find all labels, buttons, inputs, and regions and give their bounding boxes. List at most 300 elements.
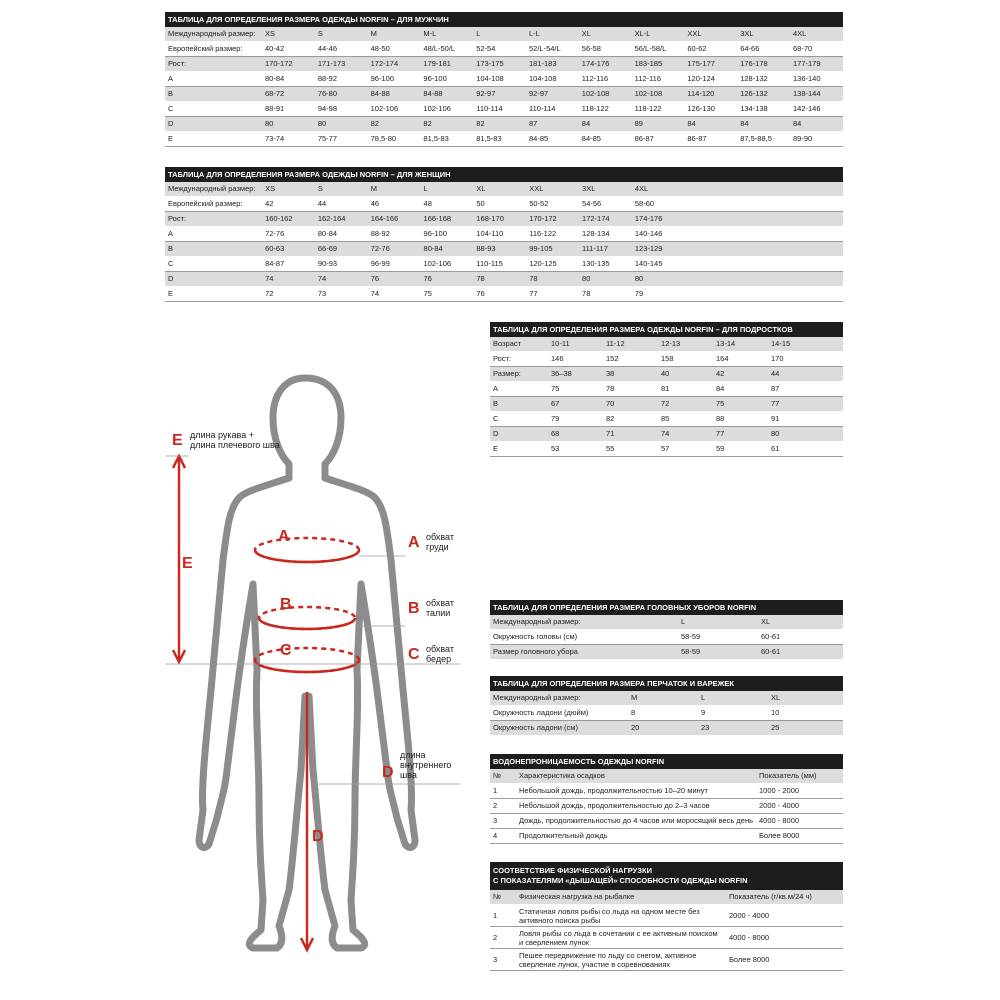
table-row [165, 182, 843, 197]
table-cell: 92-97 [526, 87, 579, 102]
table-cell: 136-140 [790, 72, 843, 87]
table-cell: 96-100 [368, 72, 421, 87]
table-cell: 13-14 [713, 337, 768, 352]
table-cell: 110-114 [526, 102, 579, 117]
table-cell: 56/L-58/L [632, 42, 685, 57]
table-row [490, 352, 843, 367]
table-cell: 67 [548, 397, 603, 412]
table-filler [685, 197, 843, 212]
table-cell: XL-L [632, 27, 685, 42]
table-cell: 171-173 [315, 57, 368, 72]
breathability-table [490, 862, 843, 971]
table-filler [823, 397, 843, 412]
table-cell: 40 [658, 367, 713, 382]
table-cell: 85 [658, 412, 713, 427]
table-cell: 66-69 [315, 242, 368, 257]
table-cell: 82 [420, 117, 473, 132]
table-cell: 87 [526, 117, 579, 132]
table-cell: 79 [548, 412, 603, 427]
row-label: Европейский размер: [165, 197, 262, 212]
table-cell: 130-135 [579, 257, 632, 272]
table-cell: XL [473, 182, 526, 197]
table-cell: 134-138 [737, 102, 790, 117]
table-row [490, 691, 843, 706]
table-cell: 75 [421, 287, 474, 302]
row-label: Размер: [490, 367, 548, 382]
table-cell: 48/L-50/L [420, 42, 473, 57]
table-filler [823, 352, 843, 367]
letter-e-label: E [172, 432, 183, 449]
table-cell: 110-115 [473, 257, 526, 272]
table-cell: 87,5-88,5 [737, 132, 790, 147]
table-cell: 84-88 [420, 87, 473, 102]
table-cell: 111-117 [579, 242, 632, 257]
table-cell: 102-106 [421, 257, 474, 272]
table-cell: 126-132 [737, 87, 790, 102]
table-cell: 68-70 [790, 42, 843, 57]
table-cell: 20 [628, 721, 698, 736]
table-cell: 56-58 [579, 42, 632, 57]
table-cell: 82 [368, 117, 421, 132]
men-size-table [165, 12, 843, 147]
row-label: A [165, 72, 262, 87]
row-label: D [490, 427, 548, 442]
table-cell: 80 [768, 427, 823, 442]
table-row [490, 814, 843, 829]
table-cell: 81,5-83 [420, 132, 473, 147]
table-cell: XXL [684, 27, 737, 42]
row-label: Международный размер: [165, 182, 262, 197]
table-cell: 138-144 [790, 87, 843, 102]
table-cell: 80-84 [315, 227, 368, 242]
row-label: D [165, 117, 262, 132]
table-cell: 140-146 [632, 227, 685, 242]
table-cell: 78 [579, 287, 632, 302]
table-row [490, 382, 843, 397]
table-filler [823, 382, 843, 397]
table-cell: 142-146 [790, 102, 843, 117]
table-cell: 112-116 [579, 72, 632, 87]
table-cell: 4000 - 8000 [726, 927, 843, 949]
table-cell: L [678, 615, 758, 630]
table-row [165, 117, 843, 132]
table-cell: 170-172 [262, 57, 315, 72]
label-b-text [426, 598, 454, 618]
table-cell: 162-164 [315, 212, 368, 227]
table-cell: 2 [490, 927, 516, 949]
table-cell: 77 [526, 287, 579, 302]
table-cell: 102-108 [632, 87, 685, 102]
row-label: Размер головного убора [490, 645, 678, 660]
gloves-table-title: ТАБЛИЦА ДЛЯ ОПРЕДЕЛЕНИЯ РАЗМЕРА ПЕРЧАТОК И ВАРЕЖЕК [490, 676, 843, 691]
table-cell: 174-176 [632, 212, 685, 227]
table-filler [823, 412, 843, 427]
breathability-title-line-2: С ПОКАЗАТЕЛЯМИ «ДЫШАЩЕЙ» СПОСОБНОСТИ ОДЕЖДЫ NORFIN [493, 876, 748, 885]
letter-d-axis: D [312, 828, 324, 845]
table-cell: 3 [490, 949, 516, 971]
table-row [490, 337, 843, 352]
table-cell: 80-84 [421, 242, 474, 257]
table-cell: M [368, 27, 421, 42]
row-label: B [490, 397, 548, 412]
row-label: B [165, 242, 262, 257]
table-cell: Дождь, продолжительностью до 4 часов или моросящий весь день [516, 814, 756, 829]
row-label: C [165, 102, 262, 117]
table-cell: 84 [737, 117, 790, 132]
letter-c-outer: C [408, 646, 420, 663]
table-cell: 164 [713, 352, 768, 367]
letter-e-axis: E [182, 555, 193, 572]
table-row [490, 442, 843, 457]
table-cell: XS [262, 182, 315, 197]
table-row [165, 72, 843, 87]
row-label: Международный размер: [490, 691, 628, 706]
row-label: B [165, 87, 262, 102]
table-cell: 81,5-83 [473, 132, 526, 147]
table-cell: 4 [490, 829, 516, 844]
table-cell: 72-76 [262, 227, 315, 242]
table-cell: 52/L-54/L [526, 42, 579, 57]
table-cell: 120-125 [526, 257, 579, 272]
row-label: Возраст [490, 337, 548, 352]
table-cell: 60-62 [684, 42, 737, 57]
table-cell: 90-93 [315, 257, 368, 272]
table-cell: 172-174 [368, 57, 421, 72]
table-cell: 53 [548, 442, 603, 457]
table-cell: 36–38 [548, 367, 603, 382]
table-cell: 84 [579, 117, 632, 132]
table-row [490, 412, 843, 427]
table-row [165, 27, 843, 42]
table-row [490, 645, 843, 660]
table-row [165, 257, 843, 272]
table-cell: 70 [603, 397, 658, 412]
table-cell: 12-13 [658, 337, 713, 352]
table-cell: 128-134 [579, 227, 632, 242]
table-cell: 8 [628, 706, 698, 721]
row-label: Окружность ладони (дюйм) [490, 706, 628, 721]
table-cell: 68-72 [262, 87, 315, 102]
table-cell: 10 [768, 706, 843, 721]
label-e-line-1: длина рукава + [190, 430, 254, 440]
table-cell: 104-108 [526, 72, 579, 87]
table-row [165, 212, 843, 227]
table-cell: 110-114 [473, 102, 526, 117]
women-size-table [165, 167, 843, 302]
table-filler [685, 182, 843, 197]
table-cell: 79 [632, 287, 685, 302]
table-cell: 160-162 [262, 212, 315, 227]
table-cell: 172-174 [579, 212, 632, 227]
table-cell: 158 [658, 352, 713, 367]
table-cell: 123-129 [632, 242, 685, 257]
label-d-text [400, 750, 451, 780]
table-cell: S [315, 27, 368, 42]
letter-b-outer: B [408, 600, 420, 617]
table-row [165, 57, 843, 72]
table-cell: Ловля рыбы со льда в сочетании с ее активным поиском и сверлением лунок [516, 927, 726, 949]
table-cell: 80 [632, 272, 685, 287]
row-label: Европейский размер: [165, 42, 262, 57]
table-row [490, 905, 843, 927]
table-filler [685, 212, 843, 227]
label-a-line-2: груди [426, 542, 449, 552]
table-cell: Статичная ловля рыбы со льда на одном месте без активного поиска рыбы [516, 905, 726, 927]
table-cell: 50 [473, 197, 526, 212]
table-cell: 114-120 [684, 87, 737, 102]
table-cell: 2 [490, 799, 516, 814]
table-cell: 44-46 [315, 42, 368, 57]
table-cell: 11-12 [603, 337, 658, 352]
table-filler [685, 227, 843, 242]
teens-table-title: ТАБЛИЦА ДЛЯ ОПРЕДЕЛЕНИЯ РАЗМЕРА ОДЕЖДЫ NORFIN – ДЛЯ ПОДРОСТКОВ [490, 322, 843, 337]
table-cell: 80 [315, 117, 368, 132]
row-label: Окружность головы (см) [490, 630, 678, 645]
table-cell: 64-66 [737, 42, 790, 57]
teens-size-table [490, 322, 843, 457]
column-header: Показатель (г/кв.м/24 ч) [726, 890, 843, 905]
table-header-row [490, 890, 843, 905]
table-cell: 42 [262, 197, 315, 212]
table-row [490, 784, 843, 799]
table-cell: 102-106 [420, 102, 473, 117]
table-cell: 78,5-80 [368, 132, 421, 147]
table-cell: 75 [713, 397, 768, 412]
table-cell: 60-61 [758, 645, 843, 660]
table-cell: 60-63 [262, 242, 315, 257]
women-table-title: ТАБЛИЦА ДЛЯ ОПРЕДЕЛЕНИЯ РАЗМЕРА ОДЕЖДЫ NORFIN – ДЛЯ ЖЕНЩИН [165, 167, 843, 182]
table-cell: 84-85 [526, 132, 579, 147]
row-label: Рост: [165, 57, 262, 72]
table-cell: L [698, 691, 768, 706]
table-cell: 104-108 [473, 72, 526, 87]
table-cell: 183-185 [632, 57, 685, 72]
table-cell: 175-177 [684, 57, 737, 72]
measurement-rings [173, 456, 359, 950]
table-cell: 116-122 [526, 227, 579, 242]
table-cell: 89-90 [790, 132, 843, 147]
row-label: Международный размер: [490, 615, 678, 630]
table-cell: 78 [526, 272, 579, 287]
table-cell: 54-56 [579, 197, 632, 212]
table-row [490, 829, 843, 844]
table-cell: 73-74 [262, 132, 315, 147]
table-cell: 96-99 [368, 257, 421, 272]
table-cell: L [473, 27, 526, 42]
table-cell: 58-59 [678, 630, 758, 645]
table-cell: 170-172 [526, 212, 579, 227]
table-cell: 96-100 [421, 227, 474, 242]
row-label: C [490, 412, 548, 427]
letter-a-inner: A [278, 528, 290, 545]
table-cell: 76 [368, 272, 421, 287]
table-cell: M [628, 691, 698, 706]
table-cell: 3XL [737, 27, 790, 42]
table-cell: 46 [368, 197, 421, 212]
table-row [165, 42, 843, 57]
table-cell: 55 [603, 442, 658, 457]
table-cell: 61 [768, 442, 823, 457]
table-cell: 10-11 [548, 337, 603, 352]
table-cell: 177-179 [790, 57, 843, 72]
table-cell: 140-145 [632, 257, 685, 272]
table-cell: 76 [421, 272, 474, 287]
table-cell: 80 [262, 117, 315, 132]
table-cell: 104-110 [473, 227, 526, 242]
label-d-line-2: внутреннего [400, 760, 452, 770]
letter-a-outer: A [408, 534, 420, 551]
row-label: Окружность ладони (см) [490, 721, 628, 736]
table-cell: 96-100 [420, 72, 473, 87]
table-cell: 4XL [632, 182, 685, 197]
table-cell: 23 [698, 721, 768, 736]
row-label: E [165, 287, 262, 302]
row-label: A [165, 227, 262, 242]
table-cell: 58-59 [678, 645, 758, 660]
table-cell: 2000 - 4000 [726, 905, 843, 927]
row-label: Международный размер: [165, 27, 262, 42]
table-cell: 52-54 [473, 42, 526, 57]
table-row [165, 132, 843, 147]
table-cell: XS [262, 27, 315, 42]
table-cell: 86-87 [632, 132, 685, 147]
table-cell: 1 [490, 905, 516, 927]
table-cell: 88 [713, 412, 768, 427]
table-cell: 102-108 [579, 87, 632, 102]
body-measurement-figure [165, 370, 485, 970]
row-label: D [165, 272, 262, 287]
table-cell: 82 [603, 412, 658, 427]
table-filler [685, 242, 843, 257]
table-cell: 92-97 [473, 87, 526, 102]
table-cell: 81 [658, 382, 713, 397]
table-cell: 120-124 [684, 72, 737, 87]
table-cell: 72 [262, 287, 315, 302]
table-cell: 72 [658, 397, 713, 412]
table-cell: 102-106 [368, 102, 421, 117]
table-filler [823, 367, 843, 382]
table-cell: 173-175 [473, 57, 526, 72]
table-cell: Более 8000 [756, 829, 843, 844]
table-cell: 181-183 [526, 57, 579, 72]
column-header: № [490, 890, 516, 905]
table-filler [685, 272, 843, 287]
label-c-line-2: бедер [426, 654, 452, 664]
table-cell: 78 [473, 272, 526, 287]
table-cell: 146 [548, 352, 603, 367]
table-cell: 80-84 [262, 72, 315, 87]
letter-b-inner: B [280, 596, 292, 613]
letter-c-inner: C [280, 642, 292, 659]
table-cell: 74 [315, 272, 368, 287]
column-header: Показатель (мм) [756, 769, 843, 784]
table-row [490, 799, 843, 814]
table-row [490, 949, 843, 971]
column-header: № [490, 769, 516, 784]
table-cell: 164-166 [368, 212, 421, 227]
table-cell: S [315, 182, 368, 197]
table-row [165, 197, 843, 212]
table-cell: 78 [603, 382, 658, 397]
table-row [490, 721, 843, 736]
label-a-text [426, 532, 454, 552]
table-cell: XL [758, 615, 843, 630]
label-e-text [190, 430, 280, 450]
table-cell: 84 [790, 117, 843, 132]
table-cell: 4XL [790, 27, 843, 42]
row-label: E [165, 132, 262, 147]
table-cell: 128-132 [737, 72, 790, 87]
table-cell: 174-176 [579, 57, 632, 72]
headwear-size-table [490, 600, 843, 660]
men-table-title: ТАБЛИЦА ДЛЯ ОПРЕДЕЛЕНИЯ РАЗМЕРА ОДЕЖДЫ NORFIN – ДЛЯ МУЖЧИН [165, 12, 843, 27]
table-cell: 9 [698, 706, 768, 721]
row-label: E [490, 442, 548, 457]
table-cell: 44 [768, 367, 823, 382]
table-cell: 68 [548, 427, 603, 442]
table-header-row [490, 769, 843, 784]
table-cell: 74 [262, 272, 315, 287]
table-cell: 40-42 [262, 42, 315, 57]
table-cell: 88-93 [473, 242, 526, 257]
table-cell: 42 [713, 367, 768, 382]
table-cell: 50-52 [526, 197, 579, 212]
table-cell: 176-178 [737, 57, 790, 72]
row-label: C [165, 257, 262, 272]
breathability-table-title [490, 862, 843, 890]
table-cell: 77 [768, 397, 823, 412]
table-cell: 3 [490, 814, 516, 829]
label-c-text [426, 644, 454, 664]
table-cell: 57 [658, 442, 713, 457]
table-row [490, 397, 843, 412]
table-row [490, 706, 843, 721]
table-cell: 82 [473, 117, 526, 132]
table-cell: 118-122 [579, 102, 632, 117]
table-cell: 84-87 [262, 257, 315, 272]
label-b-line-2: талии [426, 608, 451, 618]
table-cell: 91 [768, 412, 823, 427]
table-cell: 118-122 [632, 102, 685, 117]
table-cell: 89 [632, 117, 685, 132]
table-cell: 126-130 [684, 102, 737, 117]
label-c-line-1: обхват [426, 644, 454, 654]
table-filler [685, 257, 843, 272]
headwear-table-title: ТАБЛИЦА ДЛЯ ОПРЕДЕЛЕНИЯ РАЗМЕРА ГОЛОВНЫХ УБОРОВ NORFIN [490, 600, 843, 615]
table-cell: 59 [713, 442, 768, 457]
table-row [490, 615, 843, 630]
table-cell: 73 [315, 287, 368, 302]
table-row [165, 102, 843, 117]
table-cell: 1 [490, 784, 516, 799]
table-cell: 112-116 [632, 72, 685, 87]
table-row [165, 242, 843, 257]
table-cell: 84 [713, 382, 768, 397]
table-cell: L [421, 182, 474, 197]
table-cell: 152 [603, 352, 658, 367]
table-cell: 14-15 [768, 337, 823, 352]
table-cell: 84-85 [579, 132, 632, 147]
table-row [165, 272, 843, 287]
table-cell: 3XL [579, 182, 632, 197]
table-cell: 48-50 [368, 42, 421, 57]
table-cell: Продолжительный дождь [516, 829, 756, 844]
table-cell: 166-168 [421, 212, 474, 227]
row-label: Рост: [490, 352, 548, 367]
table-cell: XL [768, 691, 843, 706]
table-cell: 75 [548, 382, 603, 397]
table-cell: 84-88 [368, 87, 421, 102]
